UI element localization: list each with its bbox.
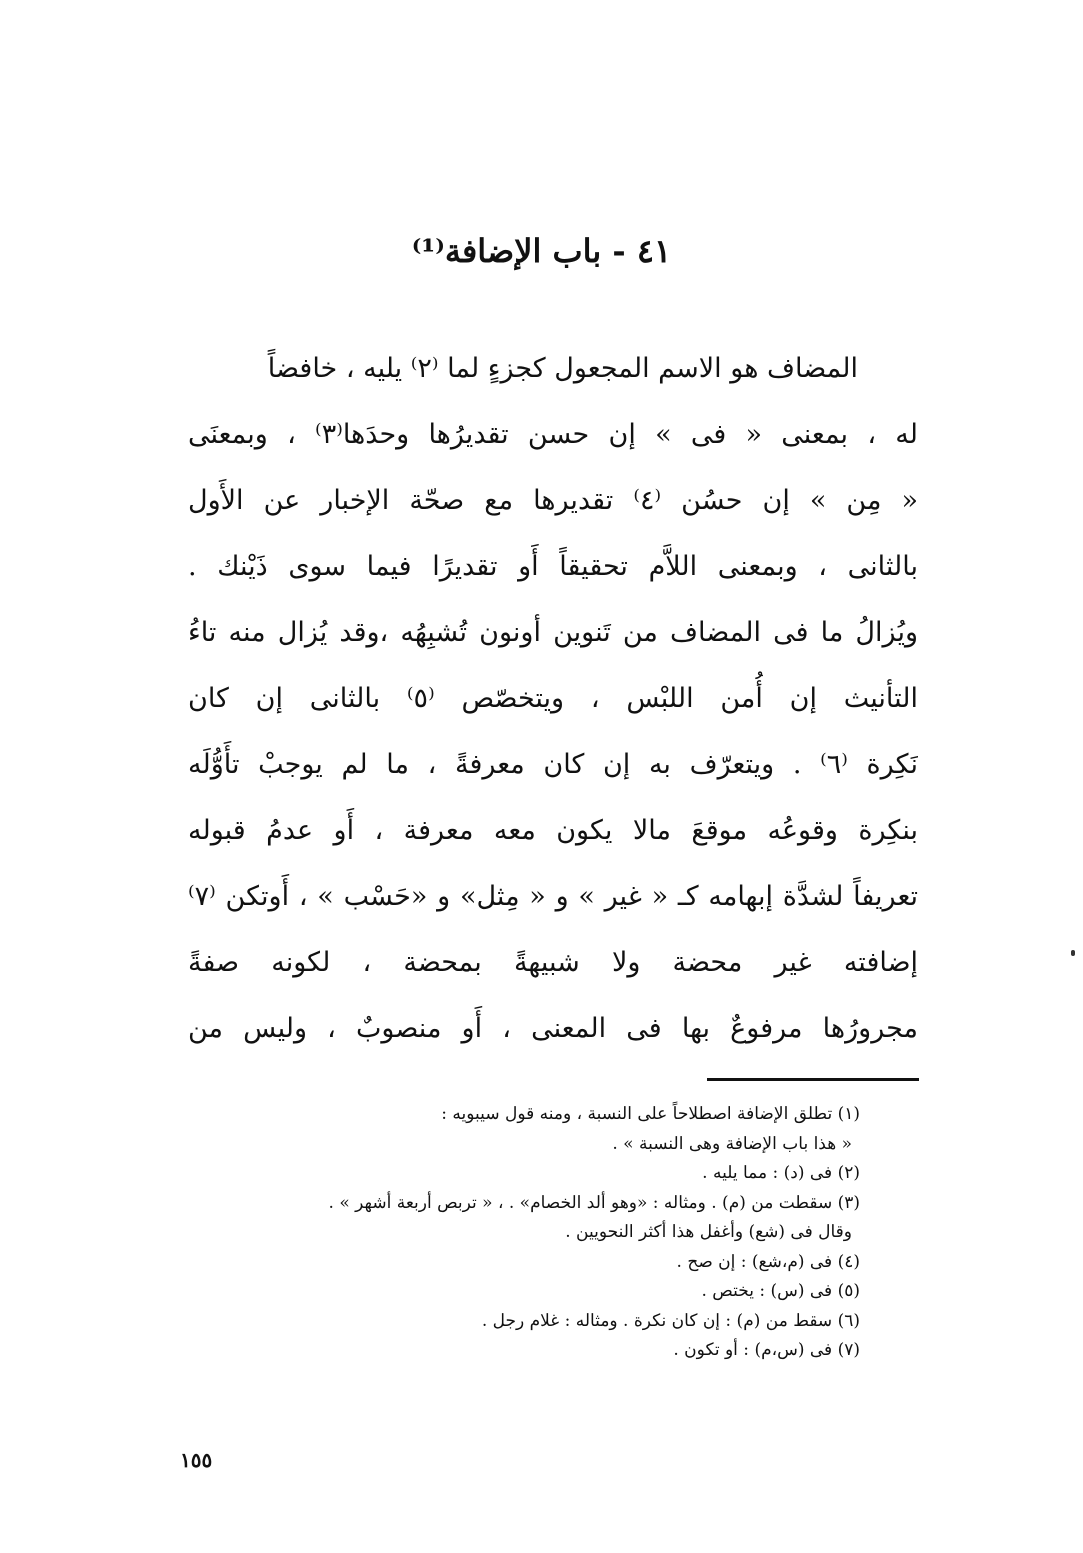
text-line: بنكِرة وقوعُه موقعَ مالا يكون معه معرفة ، أَو عدمُ قبوله [188,815,918,846]
text-line: مجرورُها مرفوعٌ بها فى المعنى ، أَو منصوبٌ ، وليس من [188,1013,918,1044]
footnote: (٦) سقط من (م) : إن كان نكرة . ومثاله : غلام رجل . [481,1310,860,1331]
scan-speck [1071,950,1075,956]
footnote-continuation: وقال فى (شع) وأغفل هذا أكثر النحويين . [565,1222,852,1242]
footnote: (١) تطلق الإضافة اصطلاحاً على النسبة ، ومنه قول سيبويه : [441,1104,860,1124]
text-line: « مِن » إن حسُن ⁽٤⁾ تقديرها مع صحّة الإخبار عن الأَول [188,485,918,516]
page-number: ١٥٥ [180,1448,213,1472]
text-line: بالثانى ، وبمعنى اللاَّم تحقيقاً أَو تقديرًا فيما سوى ذَيْنك . [188,551,918,582]
chapter-title: ٤١ - باب الإضافة⁽¹⁾ [411,232,672,270]
text-line: له ، بمعنى « فى » إن حسن تقديرُها وحدَها⁽٣⁾ ، وبمعنَى [188,419,918,450]
footnotes [240,1100,860,1366]
footnote: (٢) فى (د) : مما يليه . [702,1163,860,1183]
footnote: (٤) فى (م،شع) : إن صح . [676,1251,860,1272]
text-line: إضافته غير محضة ولا شبيهةً بمحضة ، لكونه صفةً [188,947,918,978]
footnote-continuation: « هذا باب الإضافة وهى النسبة » . [612,1133,852,1154]
footnote: (٧) فى (س،م) : أو تكون . [673,1340,860,1360]
footnote-separator [707,1078,919,1081]
text-line: تعريفاً لشدَّة إبهامه كـ « غير » و « مِثل» و «حَسْب » ، أَوتكن ⁽٧⁾ [188,881,918,912]
footnote: (٣) سقطت من (م) . ومثاله : «وهو ألد الخصام» . ، « تربص أربعة أشهر » . [328,1192,860,1213]
text-line: التأنيث إن أُمن اللبْس ، ويتخصّص ⁽٥⁾ بالثانى إن كان [188,683,918,714]
text-line: نَكِرة ⁽٦⁾ . ويتعرّف به إن كان معرفةً ، ما لم يوجبْ تأَوُّلَه [188,749,918,780]
main-text [188,340,918,1066]
footnote: (٥) فى (س) : يختص . [701,1281,860,1301]
text-line: المضاف هو الاسم المجعول كجزءٍ لما ⁽٢⁾ يليه ، خافضاً [267,353,858,384]
text-line: ويُزالُ ما فى المضاف من تَنوين أونون تُشبِهُه ،وقد يُزال منه تاءُ [188,617,918,648]
